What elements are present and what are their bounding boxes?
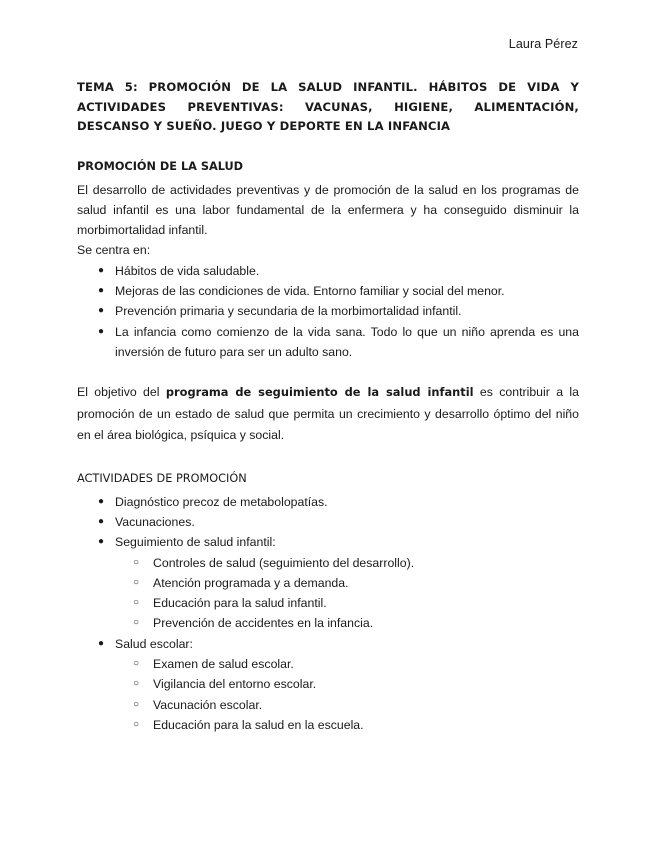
bullet-icon: ● xyxy=(98,495,105,507)
circle-bullet-icon: ○ xyxy=(133,617,140,629)
circle-bullet-icon: ○ xyxy=(133,678,140,690)
circle-bullet-icon: ○ xyxy=(133,576,140,588)
document-content xyxy=(77,78,579,735)
bullet-icon: ● xyxy=(98,325,105,337)
sub-list-item: ○ Educación para la salud infantil. xyxy=(115,593,579,613)
section-heading-actividades: ACTIVIDADES DE PROMOCIÓN xyxy=(77,471,247,485)
bullet-icon: ● xyxy=(98,637,105,649)
list-item: ● Seguimiento de salud infantil: ○ Controles de salud (seguimiento del desarrollo). ○ Atención programada y a demanda. ○ Educación para la salud infantil. ○ Prevención de accidentes en la infancia. xyxy=(77,532,579,633)
section-heading-promocion: PROMOCIÓN DE LA SALUD xyxy=(77,159,244,173)
sub-list-item: ○ Vigilancia del entorno escolar. xyxy=(115,674,579,694)
sub-list-item: ○ Educación para la salud en la escuela. xyxy=(115,715,579,735)
list-item: ● Vacunaciones. xyxy=(77,512,579,532)
sub-list-item: ○ Prevención de accidentes en la infancia. xyxy=(115,613,579,633)
document-title: TEMA 5: PROMOCIÓN DE LA SALUD INFANTIL. HÁBITOS DE VIDA Y ACTIVIDADES PREVENTIVAS: VACUNAS, HIGIENE, ALIMENTACIÓN, DESCANSO Y SUEÑO. JUEGO Y DEPORTE EN LA INFANCIA xyxy=(77,80,579,133)
bullet-icon: ● xyxy=(98,284,105,296)
sub-list xyxy=(115,553,579,634)
author-name: Laura Pérez xyxy=(508,37,578,51)
list-item: ● Salud escolar: ○ Examen de salud escolar. ○ Vigilancia del entorno escolar. ○ Vacunación escolar. ○ Educación para la salud en la escuela. xyxy=(77,634,579,735)
sub-list-item: ○ Atención programada y a demanda. xyxy=(115,573,579,593)
circle-bullet-icon: ○ xyxy=(133,698,140,710)
sub-list-item: ○ Controles de salud (seguimiento del desarrollo). xyxy=(115,553,579,573)
list-item: ● Hábitos de vida saludable. xyxy=(77,261,579,281)
bullet-icon: ● xyxy=(98,264,105,276)
objective-paragraph: El objetivo del programa de seguimiento de la salud infantil es contribuir a la promoción de un estado de salud que permita un crecimiento y desarrollo óptimo del niño en el área biológica, psíquica y social. xyxy=(77,385,579,443)
sub-list-item: ○ Vacunación escolar. xyxy=(115,695,579,715)
circle-bullet-icon: ○ xyxy=(133,597,140,609)
list-item: ● La infancia como comienzo de la vida sana. Todo lo que un niño aprenda es una inversión de futuro para ser un adulto sano. xyxy=(77,322,579,363)
intro-paragraph: El desarrollo de actividades preventivas y de promoción de la salud en los programas de salud infantil es una labor fundamental de la enfermera y ha conseguido disminuir la morbimortalidad infantil. xyxy=(77,182,579,238)
activities-list xyxy=(77,492,579,736)
sub-list-item: ○ Examen de salud escolar. xyxy=(115,654,579,674)
list-item: ● Prevención primaria y secundaria de la morbimortalidad infantil. xyxy=(77,301,579,321)
bullet-icon: ● xyxy=(98,515,105,527)
focus-label: Se centra en: xyxy=(77,243,151,258)
bullet-icon: ● xyxy=(98,305,105,317)
circle-bullet-icon: ○ xyxy=(133,556,140,568)
circle-bullet-icon: ○ xyxy=(133,718,140,730)
bullet-icon: ● xyxy=(98,536,105,548)
list-item: ● Mejoras de las condiciones de vida. Entorno familiar y social del menor. xyxy=(77,281,579,301)
circle-bullet-icon: ○ xyxy=(133,658,140,670)
sub-list xyxy=(115,654,579,735)
list-item: ● Diagnóstico precoz de metabolopatías. xyxy=(77,492,579,512)
focus-list xyxy=(77,261,579,362)
program-keyword: programa de seguimiento de la salud infantil xyxy=(165,385,474,400)
